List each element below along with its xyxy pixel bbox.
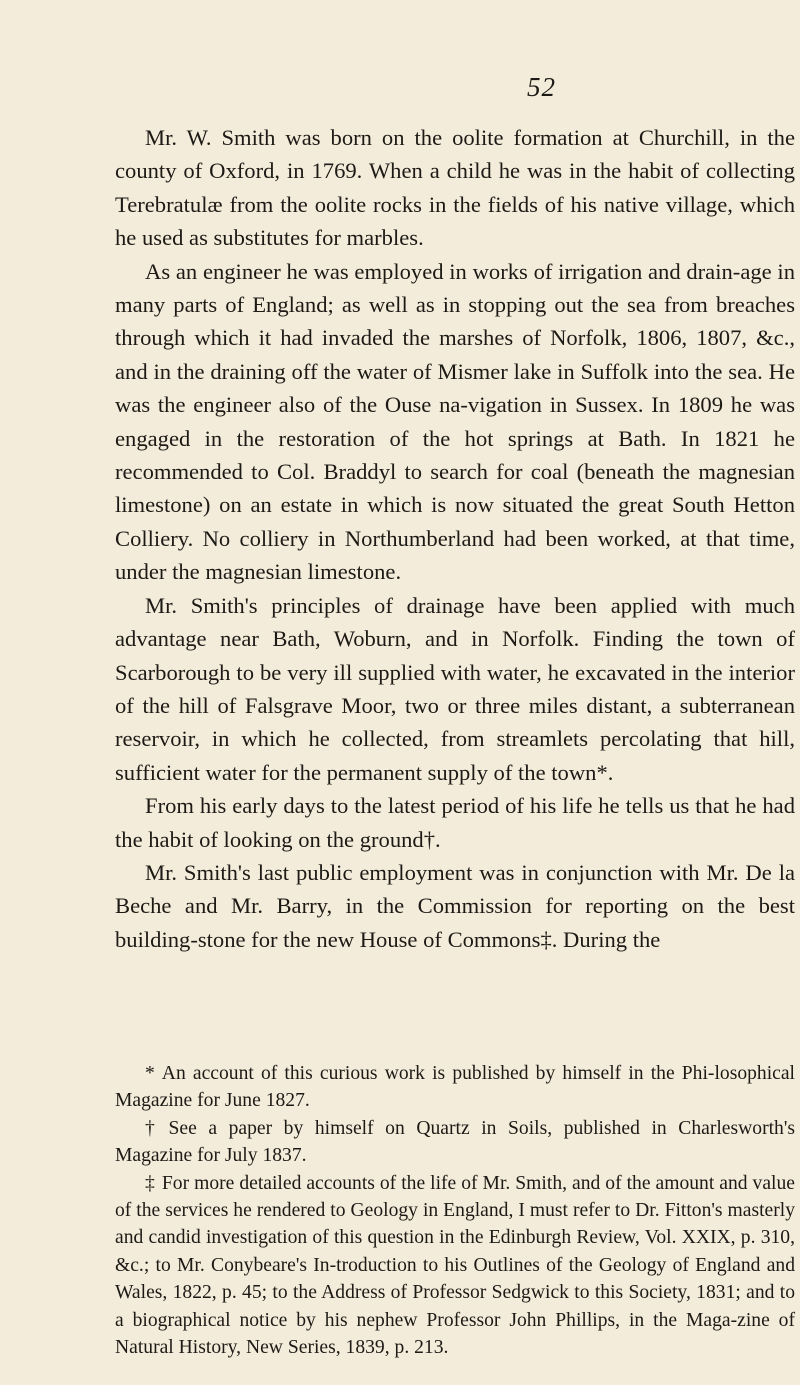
paragraph: Mr. W. Smith was born on the oolite formation at Churchill, in the county of Oxford, in 1769. When a child he was in the habit of collecting Terebratulæ from the oolite rocks in the fields of his native village, which he used as substitutes for marbles. (115, 125, 795, 251)
footnote-text: An account of this curious work is published by himself in the Phi-losophical Magazine for June 1827. (115, 1063, 795, 1112)
footnote (115, 1115, 795, 1170)
body-text (115, 121, 795, 956)
paragraph: From his early days to the latest period of his life he tells us that he had the habit of looking on the ground†. (115, 793, 795, 852)
paragraph: Mr. Smith's principles of drainage have been applied with much advantage near Bath, Woburn, and in Norfolk. Finding the town of Scarborough to be very ill supplied with water, he excavated in the interior of the hill of Falsgrave Moor, two or three miles distant, a subterranean reservoir, in which he collected, from streamlets percolating that hill, sufficient water for the permanent supply of the town*. (115, 592, 795, 785)
footnote-mark: ‡ (145, 1172, 155, 1194)
footnote-mark: † (145, 1117, 162, 1139)
page-number: 52 (527, 72, 556, 102)
footnotes (115, 1060, 795, 1361)
footnote (115, 1170, 795, 1362)
paragraph: Mr. Smith's last public employment was in conjunction with Mr. De la Beche and Mr. Barry, in the Commission for reporting on the best building-stone for the new House of Commons‡. During the (115, 859, 795, 952)
footnote-text: See a paper by himself on Quartz in Soils, published in Charlesworth's Magazine for July 1837. (115, 1117, 795, 1167)
footnote (115, 1060, 795, 1115)
footnote-text: For more detailed accounts of the life of Mr. Smith, and of the amount and value of the services he rendered to Geology in England, I must refer to Dr. Fitton's masterly and candid investigation of this question in the Edinburgh Review, Vol. XXIX, p. 310, &c.; to Mr. Conybeare's In-troduction to his Outlines of the Geology of England and Wales, 1822, p. 45; to the Address of Professor Sedgwick to this Society, 1831; and to a biographical notice by his nephew Professor John Phillips, in the Maga-zine of Natural History, New Series, 1839, p. 213. (115, 1172, 795, 1359)
paragraph: As an engineer he was employed in works of irrigation and drain-age in many parts of England; as well as in stopping out the sea from breaches through which it had invaded the marshes of Norfolk, 1806, 1807, &c., and in the draining off the water of Mismer lake in Suffolk into the sea. He was the engineer also of the Ouse na-vigation in Sussex. In 1809 he was engaged in the restoration of the hot springs at Bath. In 1821 he recommended to Col. Braddyl to search for coal (beneath the magnesian limestone) on an estate in which is now situated the great South Hetton Colliery. No colliery in Northumberland had been worked, at that time, under the magnesian limestone. (115, 258, 795, 585)
footnote-mark: * (145, 1063, 155, 1084)
